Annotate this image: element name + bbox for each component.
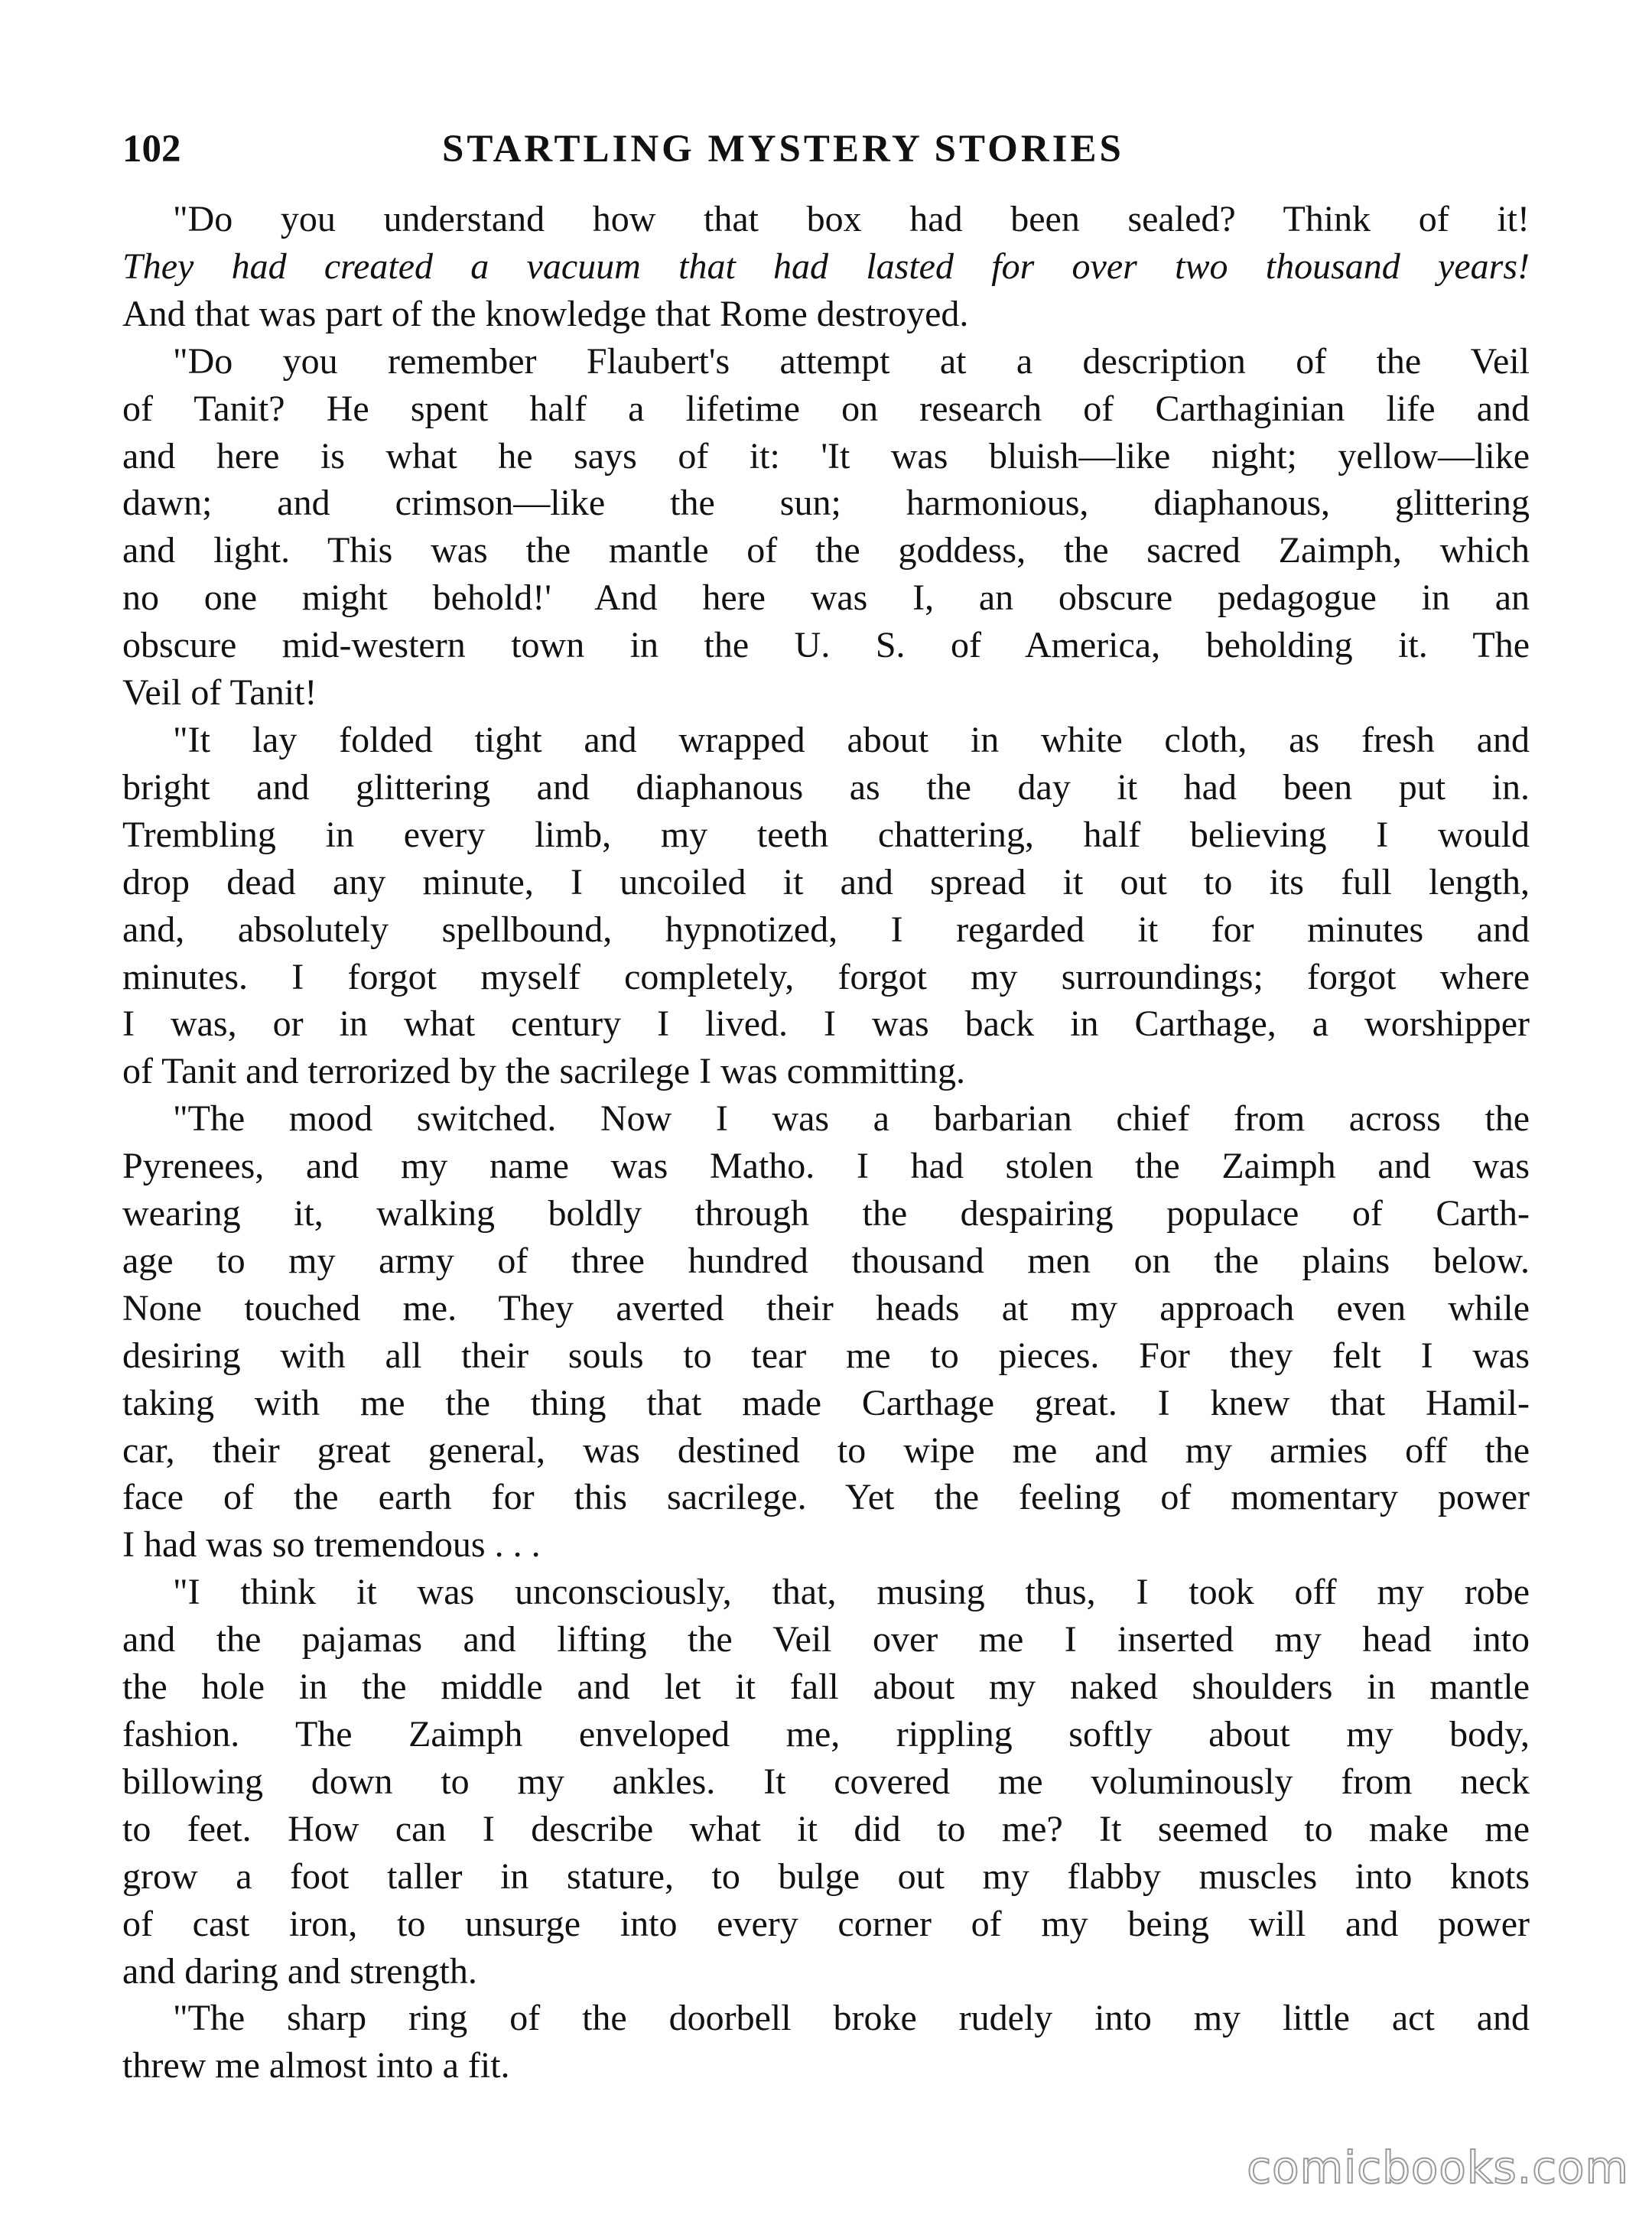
text-line: and, absolutely spellbound, hypnotized, I regarded it for minutes and <box>122 909 1530 950</box>
paragraph <box>122 1095 1530 1569</box>
text-line: wearing it, walking boldly through the despairing populace of Carth- <box>122 1193 1530 1234</box>
text-line: fashion. The Zaimph enveloped me, rippling softly about my body, <box>122 1714 1530 1755</box>
text-line: "Do you remember Flaubert's attempt at a description of the Veil <box>173 340 1530 382</box>
text-line: taking with me the thing that made Carthage great. I knew that Hamil- <box>122 1382 1530 1423</box>
text-line: no one might behold!' And here was I, an obscure pedagogue in an <box>122 577 1530 619</box>
text-line: and the pajamas and lifting the Veil over me I inserted my head into <box>122 1619 1530 1660</box>
text-line: Veil of Tanit! <box>122 672 317 714</box>
text-line: dawn; and crimson—like the sun; harmonious, diaphanous, glittering <box>122 483 1530 524</box>
text-line: drop dead any minute, I uncoiled it and spread it out to its full length, <box>122 861 1530 902</box>
running-title: STARTLING MYSTERY STORIES <box>442 128 1124 171</box>
paragraph <box>122 717 1530 1095</box>
text-line: and daring and strength. <box>122 1950 477 1992</box>
text-line: of cast iron, to unsurge into every corner of my being will and power <box>122 1903 1530 1944</box>
text-line: "The sharp ring of the doorbell broke rudely into my little act and <box>173 1998 1530 2039</box>
text-line: the hole in the middle and let it fall about my naked shoulders in mantle <box>122 1667 1530 1708</box>
text-line: bright and glittering and diaphanous as the day it had been put in. <box>122 766 1530 808</box>
text-line: "Do you understand how that box had been sealed? Think of it! <box>173 199 1530 239</box>
text-line: face of the earth for this sacrilege. Yet the feeling of momentary power <box>122 1477 1530 1518</box>
text-line: of Tanit? He spent half a lifetime on research of Carthaginian life and <box>122 388 1530 429</box>
text-line: grow a foot taller in stature, to bulge out my flabby muscles into knots <box>122 1855 1530 1897</box>
text-line: car, their great general, was destined to wipe me and my armies off the <box>122 1429 1530 1471</box>
paragraph <box>122 1569 1530 1995</box>
text-line: I had was so tremendous . . . <box>122 1524 541 1566</box>
text-line: They had created a vacuum that had lasted for over two thousand years! <box>122 246 1530 287</box>
text-line: Pyrenees, and my name was Matho. I had stolen the Zaimph and was <box>122 1146 1530 1187</box>
text-line: age to my army of three hundred thousand men on the plains below. <box>122 1240 1530 1281</box>
text-line: "I think it was unconsciously, that, musing thus, I took off my robe <box>173 1572 1530 1613</box>
text-line: threw me almost into a fit. <box>122 2045 510 2086</box>
text-line: And that was part of the knowledge that Rome destroyed. <box>122 293 969 334</box>
text-line: None touched me. They averted their heads at my approach even while <box>122 1287 1530 1329</box>
text-line: desiring with all their souls to tear me to pieces. For they felt I was <box>122 1335 1530 1376</box>
paragraph <box>122 196 1530 338</box>
text-line: to feet. How can I describe what it did to me? It seemed to make me <box>122 1808 1530 1849</box>
text-line: Trembling in every limb, my teeth chattering, half believing I would <box>122 814 1530 855</box>
text-line: "The mood switched. Now I was a barbarian chief from across the <box>173 1098 1530 1140</box>
page-number: 102 <box>122 128 181 171</box>
text-line: of Tanit and terrorized by the sacrilege I was committing. <box>122 1051 966 1092</box>
body-text <box>122 196 1530 2090</box>
text-line: I was, or in what century I lived. I was back in Carthage, a worshipper <box>122 1003 1530 1045</box>
watermark: comicbooks.com <box>1247 2142 1629 2194</box>
text-line: obscure mid-western town in the U. S. of America, beholding it. The <box>122 625 1530 666</box>
text-line: and here is what he says of it: 'It was bluish—like night; yellow—like <box>122 435 1530 476</box>
text-line: "It lay folded tight and wrapped about in white cloth, as fresh and <box>173 719 1530 760</box>
text-line: billowing down to my ankles. It covered me voluminously from neck <box>122 1761 1530 1802</box>
paragraph <box>122 338 1530 717</box>
paragraph <box>122 1995 1530 2090</box>
page-header <box>122 122 1530 176</box>
text-line: minutes. I forgot myself completely, forgot my surroundings; forgot where <box>122 956 1530 997</box>
text-line: and light. This was the mantle of the goddess, the sacred Zaimph, which <box>122 530 1530 571</box>
